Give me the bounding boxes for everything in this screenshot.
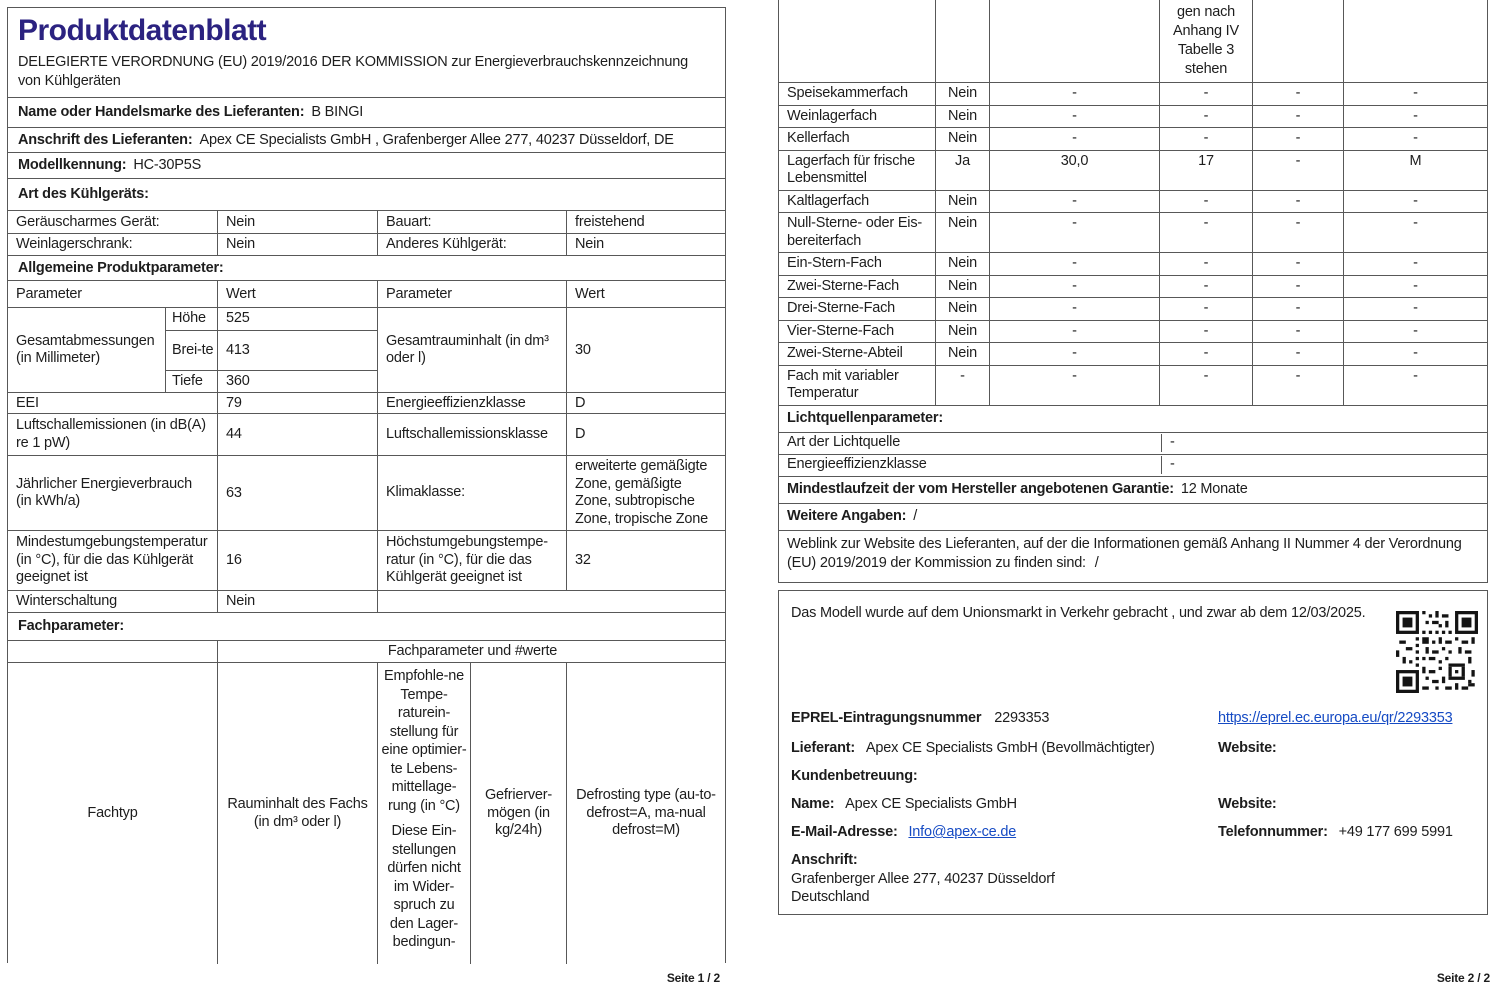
compartment-temp: - [1160,298,1253,320]
device-type-header: Art des Kühlgeräts: [18,186,149,203]
compartment-freeze: - [1253,321,1344,343]
supplier-row [791,739,1155,757]
compartment-volume: - [990,366,1160,405]
eprel-number: 2293353 [994,710,1050,726]
dim-value-hoehe: 525 [218,308,377,331]
column-header: Wert [218,281,378,307]
compartment-defrost: M [1409,152,1422,169]
care-name-label: Name: [791,796,835,812]
compartment-freeze: - [1253,83,1344,105]
dim-value-breite: 413 [218,331,377,371]
regulation-subtitle: DELEGIERTE VERORDNUNG (EU) 2019/2016 DER KOMMISSION zur Energieverbrauchskennzeichnung von Kühlgeräten [18,54,688,89]
empty-cell [1253,0,1344,82]
param-value: erweiterte gemäßigte Zone, gemäßigte Zone, subtropische Zone, tropische Zone [575,458,709,527]
compartment-present: Nein [936,343,990,365]
supplier-value: Apex CE Specialists GmbH (Bevollmächtigter) [865,740,1155,756]
column-header: Parameter [8,281,218,307]
compartment-freeze: - [1253,128,1344,150]
empty-cell [990,0,1160,82]
compartment-group-header-row [8,641,725,663]
extra-info-label: Weitere Angaben: [787,508,907,525]
header-continuation-row [779,0,1487,83]
compartment-defrost: - [1413,322,1418,339]
compartment-temp: - [1160,106,1253,128]
customer-care-header: Kundenbetreuung: [791,768,918,784]
weblink-value: / [1094,554,1099,571]
weblink-row [779,531,1487,583]
col-header-defrost: Defrosting type (au-to-defrost=A, ma-nual defrost=M) [576,787,716,839]
compartment-params-header: Fachparameter: [18,618,124,635]
param-value: 44 [218,414,378,455]
light-class-row [779,455,1487,477]
compartment-present: Ja [936,151,990,190]
compartment-type: Speisekammerfach [779,83,936,105]
volume-label: Gesamtrauminhalt (in dm³ oder l) [378,308,567,392]
weblink-text: Weblink zur Website des Lieferanten, auf der die Informationen gemäß Anhang II Nummer 4 der Verordnung (EU) 2019/2019 der Kommission zu finden sind: [787,535,1462,571]
empty-cell [936,0,990,82]
model-id-value: HC-30P5S [133,157,202,174]
page-2-footer: Seite 2 / 2 [1436,971,1490,985]
param-value: 16 [218,531,378,590]
supplier-label: Lieferant: [791,740,856,756]
compartment-defrost: - [1413,277,1418,294]
website-label: Website: [1218,796,1277,812]
compartment-present: Nein [936,83,990,105]
warranty-label: Mindestlaufzeit der vom Hersteller angebotenen Garantie: [787,481,1174,498]
param-label: Höchstumgebungstempe-ratur (in °C), für die das Kühlgerät geeignet ist [378,531,567,590]
compartment-freeze: - [1253,276,1344,298]
compartment-defrost: - [1413,345,1418,361]
compartment-temp: - [1160,343,1253,365]
compartment-defrost: - [1413,255,1418,271]
market-info-box [778,590,1488,915]
page-2-table [778,0,1488,583]
address-line-1: Grafenberger Allee 277, 40237 Düsseldorf [791,871,1055,887]
energy-row [8,456,725,531]
param-value: Nein [218,211,378,233]
col-header-volume: Rauminhalt des Fachs (in dm³ oder l) [218,663,378,964]
device-type-header-row [8,179,725,211]
compartment-defrost: - [1413,367,1418,384]
param-value: freistehend [575,213,645,230]
compartment-present: Nein [936,253,990,275]
eei-row [8,393,725,414]
dimension-keys [166,308,218,393]
compartment-present: Nein [936,298,990,320]
general-params-header-row [8,256,725,281]
param-label: Energieeffizienzklasse [779,456,1162,474]
model-id-row [8,153,725,179]
qr-code-icon [1396,611,1478,693]
compartment-group-header: Fachparameter und #werte [387,643,558,660]
compartment-row [779,213,1487,253]
compartment-defrost: - [1413,300,1418,316]
compartment-type: Fach mit variabler Temperatur [779,366,936,405]
empty-cell [8,641,218,662]
compartment-params-header-row [8,613,725,641]
compartment-type: Kellerfach [779,128,936,150]
compartment-defrost: - [1413,215,1418,231]
compartment-temp: - [1160,191,1253,213]
compartment-present: Nein [936,276,990,298]
compartment-volume: - [990,83,1160,105]
compartment-defrost: - [1413,130,1418,146]
param-label: Geräuscharmes Gerät: [8,211,218,233]
dim-value-tiefe: 360 [226,373,250,390]
compartment-row [779,151,1487,191]
compartment-type: Lagerfach für frische Lebensmittel [779,151,936,190]
supplier-address-row [8,128,725,153]
compartment-volume: - [990,191,1160,213]
website-label: Website: [1218,740,1277,756]
param-value: 63 [218,456,378,530]
empty-cell [779,0,936,82]
dim-key-breite: Brei-te [166,331,217,371]
warranty-row [779,477,1487,504]
param-label: Luftschallemissionen (in dB(A) re 1 pW) [8,414,218,455]
compartment-present: Nein [936,106,990,128]
param-value: - [1170,456,1175,473]
param-label: Energieeffizienzklasse [378,393,567,413]
compartment-row [779,128,1487,151]
param-label: Anderes Kühlgerät: [378,234,567,255]
compartment-temp: - [1160,253,1253,275]
col-header-temp-part2: Diese Ein-stellungen dürfen nicht im Wider-spruch zu den Lager-bedingun- [387,823,461,950]
column-header: Wert [575,285,605,302]
winter-setting-row [8,591,725,613]
page-title: Produktdatenblatt [18,14,267,47]
compartment-defrost: - [1413,192,1418,209]
compartment-freeze: - [1253,106,1344,128]
col-header-temp-continuation: gen nach Anhang IV Tabelle 3 stehen [1160,0,1253,82]
param-value: - [1170,434,1175,451]
phone-label: Telefonnummer: [1218,824,1328,840]
page-1-footer: Seite 1 / 2 [666,971,720,985]
market-placement-text: Das Modell wurde auf dem Unionsmarkt in Verkehr gebracht , und zwar ab dem 12/03/2025. [791,605,1366,621]
empty-cell [1344,0,1487,82]
param-label: Luftschallemissionsklasse [378,414,567,455]
compartment-type: Null-Sterne- oder Eis-bereiterfach [779,213,936,252]
param-value: Nein [575,236,605,253]
supplier-address-label: Anschrift des Lieferanten: [18,131,193,148]
noise-row [8,414,725,456]
compartment-volume: - [990,298,1160,320]
compartment-freeze: - [1253,253,1344,275]
compartment-freeze: - [1253,213,1344,252]
compartment-type: Vier-Sterne-Fach [779,321,936,343]
compartment-defrost: - [1413,107,1418,124]
param-value: 32 [575,552,591,569]
compartment-present: Nein [936,321,990,343]
general-params-header: Allgemeine Produktparameter: [18,259,224,276]
extra-info-row [779,504,1487,531]
param-value: Nein [218,234,378,255]
address-line-2: Deutschland [791,889,870,905]
compartment-present: - [936,366,990,405]
compartment-freeze: - [1253,343,1344,365]
compartment-type: Drei-Sterne-Fach [779,298,936,320]
compartment-volume: - [990,128,1160,150]
device-type-row-2 [8,234,725,256]
compartment-rows [779,83,1487,406]
light-source-row [779,433,1487,455]
compartment-row [779,276,1487,299]
empty-cell [378,591,725,612]
compartment-temp: - [1160,321,1253,343]
supplier-name-row [8,98,725,128]
dimensions-label: Gesamtabmessungen (in Millimeter) [8,308,166,392]
col-header-temp [378,663,471,964]
param-value: 79 [218,393,378,413]
compartment-volume: - [990,106,1160,128]
compartment-volume: 30,0 [990,151,1160,190]
compartment-type: Weinlagerfach [779,106,936,128]
page-1 [7,7,726,963]
column-header: Parameter [378,281,567,307]
compartment-type: Ein-Stern-Fach [779,253,936,275]
param-label: Klimaklasse: [378,456,567,530]
compartment-freeze: - [1253,191,1344,213]
compartment-temp: - [1160,276,1253,298]
compartment-row [779,343,1487,366]
care-name-value: Apex CE Specialists GmbH [845,796,1017,812]
care-name-row [791,795,1017,813]
compartment-present: Nein [936,191,990,213]
param-label: Weinlagerschrank: [8,234,218,255]
compartment-row [779,321,1487,344]
dimension-values [218,308,378,393]
compartment-temp: 17 [1160,151,1253,190]
compartment-present: Nein [936,128,990,150]
email-label: E-Mail-Adresse: [791,824,898,840]
compartment-row [779,83,1487,106]
compartment-volume: - [990,343,1160,365]
compartment-row [779,253,1487,276]
col-header-freeze: Gefrierver-mögen (in kg/24h) [471,663,567,964]
compartment-type: Kaltlagerfach [779,191,936,213]
param-label: Mindestumgebungstemperatur (in °C), für die das Kühlgerät geeignet ist [8,531,218,590]
dimensions-row [8,308,725,393]
param-value: Nein [218,591,378,612]
param-label: EEI [8,393,218,413]
email-row [791,823,1016,841]
compartment-volume: - [990,213,1160,252]
supplier-name-label: Name oder Handelsmarke des Lieferanten: [18,104,305,121]
eprel-link[interactable]: https://eprel.ec.europa.eu/qr/2293353 [1218,710,1453,726]
compartment-volume: - [990,321,1160,343]
compartment-freeze: - [1253,151,1344,190]
title-block [8,8,725,98]
dim-key-hoehe: Höhe [166,308,217,331]
compartment-temp: - [1160,128,1253,150]
compartment-table-header [8,663,725,964]
compartment-row [779,298,1487,321]
supplier-name-value: B BINGI [311,104,364,121]
param-value: D [575,426,586,443]
param-label: Bauart: [378,211,567,233]
email-link[interactable]: Info@apex-ce.de [908,824,1017,840]
compartment-present: Nein [936,213,990,252]
phone-value: +49 177 699 5991 [1338,824,1453,840]
col-header-fachtyp: Fachtyp [8,663,218,964]
eprel-row [791,709,1049,727]
eprel-label: EPREL-Eintragungsnummer [791,710,982,726]
compartment-row [779,366,1487,406]
compartment-freeze: - [1253,298,1344,320]
compartment-volume: - [990,253,1160,275]
compartment-row [779,106,1487,129]
dim-key-tiefe: Tiefe [172,373,203,390]
compartment-defrost: - [1413,85,1418,101]
compartment-temp: - [1160,366,1253,405]
param-label: Winterschaltung [8,591,218,612]
col-header-temp-part1: Empfohle-ne Tempe-raturein-stellung für eine optimier-te Lebens-mittellage-rung (in °C) [381,668,467,814]
compartment-temp: - [1160,213,1253,252]
temperature-row [8,531,725,591]
compartment-type: Zwei-Sterne-Fach [779,276,936,298]
volume-value: 30 [575,341,591,358]
model-id-label: Modellkennung: [18,157,127,174]
param-label: Art der Lichtquelle [779,434,1162,452]
light-params-header-row [779,406,1487,433]
phone-row [1218,823,1453,841]
params-table-header [8,281,725,308]
compartment-volume: - [990,276,1160,298]
light-params-header: Lichtquellenparameter: [787,410,943,427]
compartment-temp: - [1160,83,1253,105]
supplier-address-value: Apex CE Specialists GmbH , Grafenberger Allee 277, 40237 Düsseldorf, DE [199,131,674,148]
device-type-row-1 [8,211,725,234]
param-label: Jährlicher Energieverbrauch (in kWh/a) [8,456,218,530]
compartment-freeze: - [1253,366,1344,405]
compartment-row [779,191,1487,214]
address-header: Anschrift: [791,852,858,868]
compartment-type: Zwei-Sterne-Abteil [779,343,936,365]
warranty-value: 12 Monate [1180,481,1248,498]
param-value: D [575,394,586,411]
extra-info-value: / [913,508,918,525]
